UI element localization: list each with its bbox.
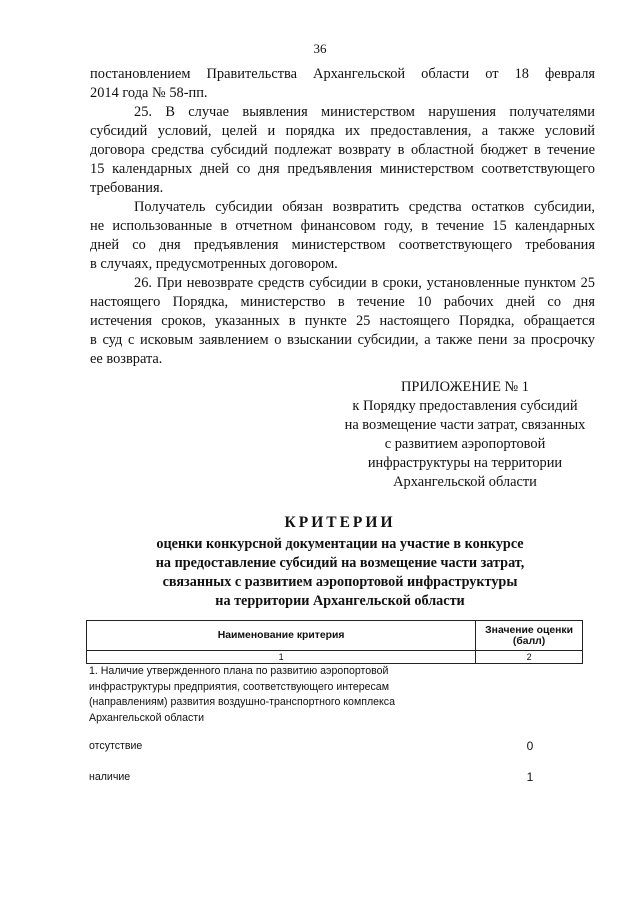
paragraph-line: не использованные в отчетном финансовом году, в течение 15 календарных [90, 218, 595, 234]
criterion-line: (направлениям) развития воздушно-транспортного комплекса [89, 696, 395, 708]
appendix-line: к Порядку предоставления субсидий [352, 398, 578, 414]
column-number-row [87, 651, 583, 664]
appendix-title: ПРИЛОЖЕНИЕ № 1 [401, 379, 529, 395]
paragraph-line: требования. [90, 180, 164, 196]
appendix-line: инфраструктуры на территории [367, 455, 563, 471]
criterion-item [89, 664, 395, 726]
appendix-line: на возмещение части затрат, связанных [344, 417, 586, 433]
paragraph-line: дней со дня предъявления министерством соответствующего требования [90, 237, 595, 253]
paragraph-line: настоящего Порядка, министерство в течение 10 рабочих дней со дня [90, 294, 595, 310]
header-criterion-name: Наименование критерия [87, 621, 476, 651]
paragraph-line: 26. При невозврате средств субсидии в сроки, установленные пунктом 25 [134, 275, 595, 291]
paragraph-line: в случаях, предусмотренных договором. [90, 256, 338, 272]
paragraph-line: договора средства субсидий подлежат возврату в областной бюджет в течение [90, 142, 595, 158]
criteria-subtitle-line: на предоставление субсидий на возмещение части затрат, [155, 555, 525, 571]
paragraph-line: 25. В случае выявления министерством нарушения получателями [134, 104, 595, 120]
criteria-table [86, 620, 583, 664]
paragraph-line: Получатель субсидии обязан возвратить средства остатков субсидии, [134, 199, 595, 215]
header-score-line1: Значение оценки [485, 624, 573, 636]
paragraph-line: ее возврата. [90, 351, 163, 367]
page-number: 36 [313, 41, 327, 56]
paragraph-line: истечения сроков, указанных в пункте 25 настоящего Порядка, обращается [90, 313, 595, 329]
appendix-line: Архангельской области [393, 474, 537, 490]
option-label: отсутствие [89, 740, 143, 752]
criterion-line: Архангельской области [89, 711, 205, 724]
paragraph-line: 2014 года № 58-пп. [90, 85, 208, 101]
header-score [476, 621, 583, 651]
criteria-title: КРИТЕРИИ [284, 514, 396, 531]
header-score-line2: (балл) [512, 635, 546, 647]
column-number: 1 [87, 651, 476, 664]
paragraph-line: субсидий условий, целей и порядка их предоставления, а также условий [90, 123, 595, 139]
option-score: 0 [526, 739, 534, 753]
appendix-block [330, 378, 600, 492]
option-label: наличие [89, 771, 131, 783]
column-number: 2 [476, 651, 583, 664]
paragraph-line: постановлением Правительства Архангельской области от 18 февраля [90, 66, 595, 82]
criteria-subtitle-line: связанных с развитием аэропортовой инфраструктуры [162, 574, 518, 590]
table-header-row [87, 621, 583, 651]
paragraph-line: 15 календарных дней со дня предъявления министерством соответствующего [90, 161, 595, 177]
option-score: 1 [526, 770, 534, 784]
criterion-line: инфраструктуры предприятия, соответствующего интересам [89, 680, 389, 693]
appendix-line: с развитием аэропортовой [384, 436, 546, 452]
criteria-subtitle-line: на территории Архангельской области [215, 593, 465, 609]
paragraph-line: в суд с исковым заявлением о взыскании субсидии, а также пени за просрочку [90, 332, 595, 348]
criteria-subtitle-line: оценки конкурсной документации на участие в конкурсе [156, 536, 524, 552]
criterion-line: 1. Наличие утвержденного плана по развитию аэропортовой [89, 665, 389, 677]
